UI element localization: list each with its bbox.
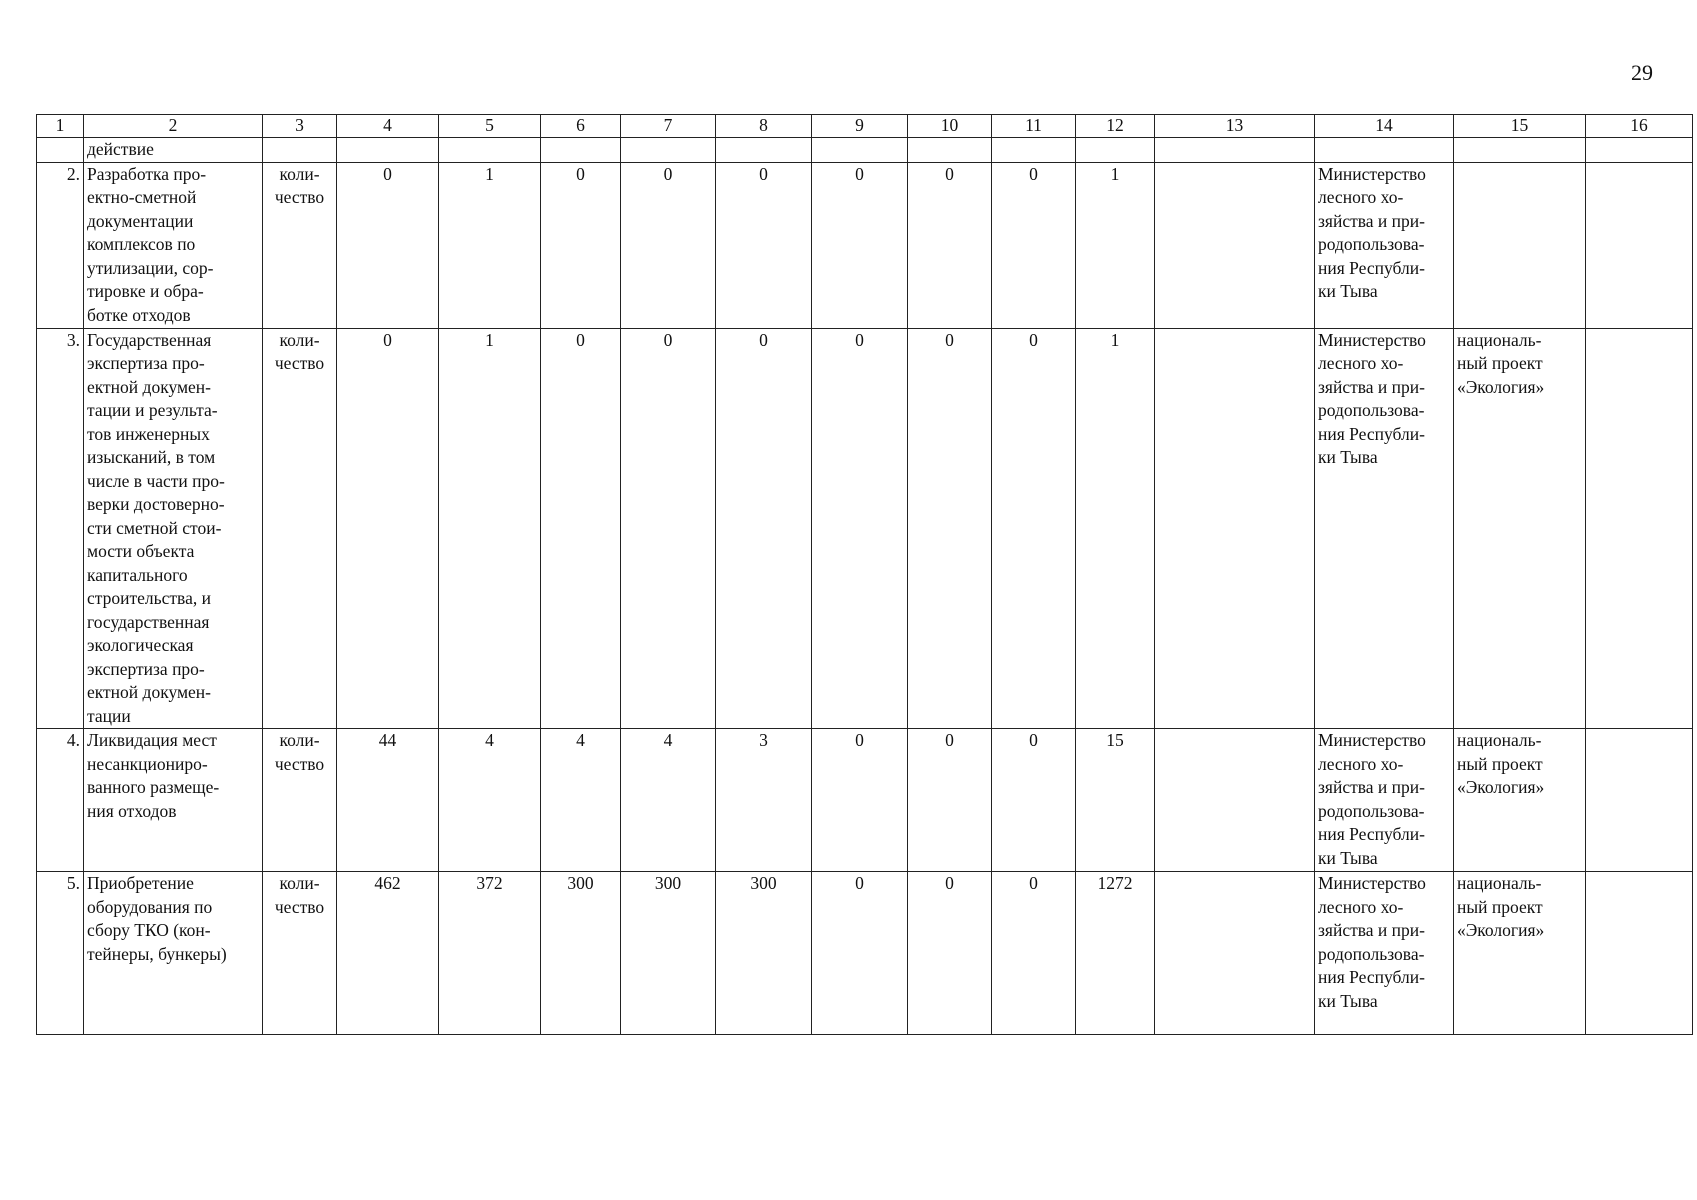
value-cell: 0: [812, 162, 908, 328]
value-cell: 0: [812, 328, 908, 729]
value-cell: [1155, 328, 1315, 729]
total-cell: [1076, 138, 1155, 163]
value-cell: [439, 138, 541, 163]
row-description: действие: [84, 138, 263, 163]
value-cell: 0: [716, 162, 812, 328]
header-cell: 4: [337, 115, 439, 138]
responsible-cell: Министерство лесного хо- зяйства и при- родопользова- ния Республи- ки Тыва: [1315, 872, 1454, 1035]
total-cell: 15: [1076, 729, 1155, 872]
value-cell: 1: [439, 328, 541, 729]
row-description: Государственная экспертиза про- ектной докумен- тации и результа- тов инженерных изысканий, в том числе в части про- верки достоверно- сти сметной стои- мости объекта капитального строительства, и государственная экологическая экспертиза про- ектной докумен- тации: [84, 328, 263, 729]
value-cell: [812, 138, 908, 163]
header-cell: 5: [439, 115, 541, 138]
header-cell: 2: [84, 115, 263, 138]
value-cell: [992, 138, 1076, 163]
note-cell: [1586, 872, 1693, 1035]
header-cell: 6: [541, 115, 621, 138]
header-cell: 9: [812, 115, 908, 138]
value-cell: 462: [337, 872, 439, 1035]
project-cell: [1454, 162, 1586, 328]
header-row: [37, 115, 1693, 138]
value-cell: 4: [439, 729, 541, 872]
responsible-cell: Министерство лесного хо- зяйства и при- родопользова- ния Республи- ки Тыва: [1315, 328, 1454, 729]
header-cell: 13: [1155, 115, 1315, 138]
header-cell: 7: [621, 115, 716, 138]
value-cell: 0: [812, 872, 908, 1035]
project-cell: националь- ный проект «Экология»: [1454, 328, 1586, 729]
value-cell: 300: [716, 872, 812, 1035]
row-description: Разработка про- ектно-сметной документации комплексов по утилизации, сор- тировке и обра- ботке отходов: [84, 162, 263, 328]
header-cell: 12: [1076, 115, 1155, 138]
total-cell: 1272: [1076, 872, 1155, 1035]
header-cell: 14: [1315, 115, 1454, 138]
total-cell: 1: [1076, 328, 1155, 729]
value-cell: 0: [992, 872, 1076, 1035]
responsible-cell: Министерство лесного хо- зяйства и при- родопользова- ния Республи- ки Тыва: [1315, 729, 1454, 872]
header-cell: 3: [263, 115, 337, 138]
project-cell: националь- ный проект «Экология»: [1454, 729, 1586, 872]
total-cell: 1: [1076, 162, 1155, 328]
row-index: 3.: [37, 328, 84, 729]
row-unit: [263, 138, 337, 163]
value-cell: [908, 138, 992, 163]
header-cell: 1: [37, 115, 84, 138]
value-cell: 300: [541, 872, 621, 1035]
header-cell: 16: [1586, 115, 1693, 138]
row-unit: коли- чество: [263, 872, 337, 1035]
row-description: Приобретение оборудования по сбору ТКО (кон- тейнеры, бункеры): [84, 872, 263, 1035]
value-cell: 300: [621, 872, 716, 1035]
value-cell: 0: [992, 162, 1076, 328]
header-cell: 8: [716, 115, 812, 138]
note-cell: [1586, 729, 1693, 872]
value-cell: 0: [621, 162, 716, 328]
value-cell: 0: [908, 872, 992, 1035]
continuation-row: [37, 138, 1693, 163]
table-row: [37, 872, 1693, 1035]
value-cell: [1155, 729, 1315, 872]
table-row: [37, 729, 1693, 872]
value-cell: 44: [337, 729, 439, 872]
value-cell: 0: [716, 328, 812, 729]
value-cell: 372: [439, 872, 541, 1035]
project-cell: [1454, 138, 1586, 163]
note-cell: [1586, 162, 1693, 328]
value-cell: 1: [439, 162, 541, 328]
value-cell: 0: [992, 729, 1076, 872]
value-cell: 0: [992, 328, 1076, 729]
value-cell: [716, 138, 812, 163]
row-unit: коли- чество: [263, 729, 337, 872]
value-cell: 4: [541, 729, 621, 872]
row-index: 4.: [37, 729, 84, 872]
value-cell: 3: [716, 729, 812, 872]
value-cell: 0: [908, 162, 992, 328]
value-cell: [1155, 872, 1315, 1035]
value-cell: [1155, 138, 1315, 163]
row-index: 5.: [37, 872, 84, 1035]
header-cell: 15: [1454, 115, 1586, 138]
responsible-cell: [1315, 138, 1454, 163]
value-cell: [1155, 162, 1315, 328]
row-index: [37, 138, 84, 163]
note-cell: [1586, 138, 1693, 163]
data-table: [36, 114, 1693, 1035]
table-row: [37, 328, 1693, 729]
value-cell: 0: [541, 328, 621, 729]
value-cell: 0: [621, 328, 716, 729]
value-cell: 0: [908, 729, 992, 872]
row-unit: коли- чество: [263, 328, 337, 729]
value-cell: 4: [621, 729, 716, 872]
note-cell: [1586, 328, 1693, 729]
value-cell: 0: [337, 328, 439, 729]
header-cell: 11: [992, 115, 1076, 138]
value-cell: [337, 138, 439, 163]
header-cell: 10: [908, 115, 992, 138]
project-cell: националь- ный проект «Экология»: [1454, 872, 1586, 1035]
value-cell: [541, 138, 621, 163]
value-cell: [621, 138, 716, 163]
value-cell: 0: [541, 162, 621, 328]
responsible-cell: Министерство лесного хо- зяйства и при- родопользова- ния Республи- ки Тыва: [1315, 162, 1454, 328]
value-cell: 0: [337, 162, 439, 328]
row-unit: коли- чество: [263, 162, 337, 328]
value-cell: 0: [908, 328, 992, 729]
page-number: 29: [1631, 60, 1653, 85]
value-cell: 0: [812, 729, 908, 872]
row-description: Ликвидация мест несанкциониро- ванного размеще- ния отходов: [84, 729, 263, 872]
row-index: 2.: [37, 162, 84, 328]
table-row: [37, 162, 1693, 328]
